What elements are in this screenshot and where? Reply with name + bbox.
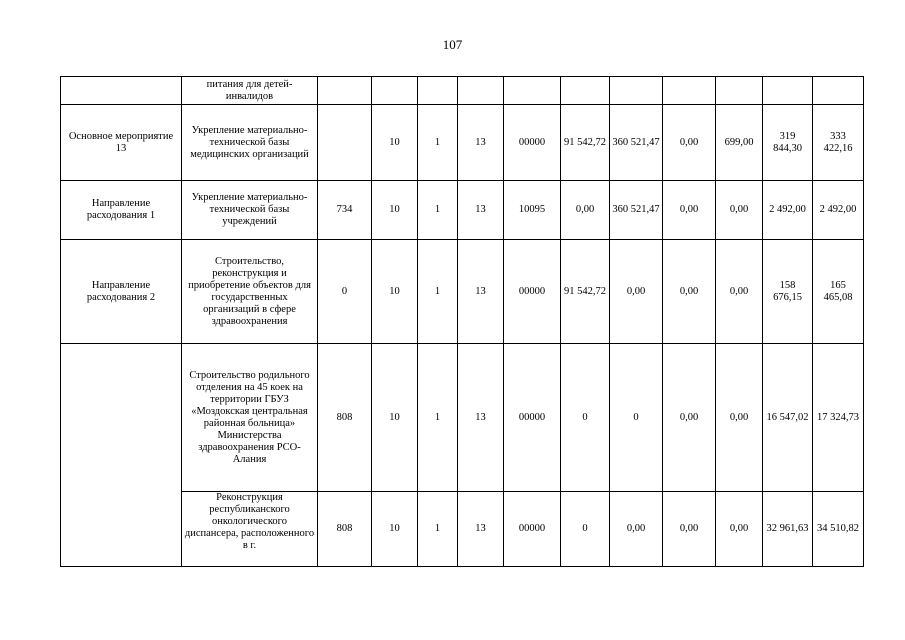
table-row bbox=[61, 77, 864, 105]
value-cell: 00000 bbox=[504, 492, 561, 567]
row-description-cell: питания для детей-инвалидов bbox=[182, 77, 318, 105]
value-cell bbox=[716, 77, 763, 105]
value-cell: 0,00 bbox=[663, 105, 716, 181]
value-cell: 10095 bbox=[504, 181, 561, 240]
value-cell: 13 bbox=[458, 492, 504, 567]
value-cell: 00000 bbox=[504, 240, 561, 344]
value-cell: 16 547,02 bbox=[763, 344, 813, 492]
value-cell: 0,00 bbox=[716, 344, 763, 492]
value-cell: 00000 bbox=[504, 344, 561, 492]
value-cell: 0,00 bbox=[663, 492, 716, 567]
value-cell: 0,00 bbox=[716, 492, 763, 567]
row-name-cell bbox=[61, 77, 182, 105]
row-description-cell: Реконструкция республиканского онкологического диспансера, расположенного в г. bbox=[182, 492, 318, 567]
value-cell bbox=[663, 77, 716, 105]
row-name-cell: Основное мероприятие 13 bbox=[61, 105, 182, 181]
value-cell: 699,00 bbox=[716, 105, 763, 181]
page-number: 107 bbox=[442, 37, 463, 52]
value-cell: 0,00 bbox=[663, 181, 716, 240]
value-cell: 319 844,30 bbox=[763, 105, 813, 181]
value-cell: 808 bbox=[318, 492, 372, 567]
value-cell: 13 bbox=[458, 105, 504, 181]
value-cell: 13 bbox=[458, 181, 504, 240]
value-cell: 1 bbox=[418, 105, 458, 181]
value-cell: 360 521,47 bbox=[610, 181, 663, 240]
value-cell: 0,00 bbox=[663, 240, 716, 344]
value-cell bbox=[458, 77, 504, 105]
value-cell: 0 bbox=[561, 492, 610, 567]
row-name-cell bbox=[61, 344, 182, 567]
table-row bbox=[61, 492, 864, 567]
value-cell bbox=[504, 77, 561, 105]
value-cell bbox=[372, 77, 418, 105]
value-cell: 13 bbox=[458, 240, 504, 344]
row-name-cell: Направление расходования 2 bbox=[61, 240, 182, 344]
value-cell bbox=[763, 77, 813, 105]
value-cell: 1 bbox=[418, 344, 458, 492]
value-cell bbox=[318, 105, 372, 181]
value-cell: 2 492,00 bbox=[763, 181, 813, 240]
value-cell: 91 542,72 bbox=[561, 105, 610, 181]
value-cell bbox=[318, 77, 372, 105]
value-cell: 10 bbox=[372, 344, 418, 492]
value-cell: 32 961,63 bbox=[763, 492, 813, 567]
value-cell: 10 bbox=[372, 105, 418, 181]
value-cell: 10 bbox=[372, 492, 418, 567]
row-description-cell: Укрепление материально-технической базы медицинских организаций bbox=[182, 105, 318, 181]
value-cell: 808 bbox=[318, 344, 372, 492]
value-cell: 17 324,73 bbox=[813, 344, 864, 492]
value-cell: 0,00 bbox=[716, 181, 763, 240]
value-cell: 0,00 bbox=[610, 492, 663, 567]
value-cell: 2 492,00 bbox=[813, 181, 864, 240]
table-row bbox=[61, 181, 864, 240]
value-cell: 1 bbox=[418, 181, 458, 240]
value-cell: 10 bbox=[372, 240, 418, 344]
value-cell: 34 510,82 bbox=[813, 492, 864, 567]
value-cell: 333 422,16 bbox=[813, 105, 864, 181]
value-cell: 0 bbox=[318, 240, 372, 344]
value-cell bbox=[561, 77, 610, 105]
table-row bbox=[61, 344, 864, 492]
value-cell bbox=[418, 77, 458, 105]
value-cell: 0 bbox=[561, 344, 610, 492]
value-cell: 13 bbox=[458, 344, 504, 492]
value-cell: 0,00 bbox=[716, 240, 763, 344]
value-cell bbox=[813, 77, 864, 105]
value-cell: 10 bbox=[372, 181, 418, 240]
value-cell: 0,00 bbox=[610, 240, 663, 344]
value-cell: 0,00 bbox=[663, 344, 716, 492]
row-description-cell: Укрепление материально-технической базы учреждений bbox=[182, 181, 318, 240]
value-cell: 00000 bbox=[504, 105, 561, 181]
value-cell: 0 bbox=[610, 344, 663, 492]
value-cell: 0,00 bbox=[561, 181, 610, 240]
table-row bbox=[61, 105, 864, 181]
value-cell: 165 465,08 bbox=[813, 240, 864, 344]
value-cell: 158 676,15 bbox=[763, 240, 813, 344]
row-description-cell: Строительство, реконструкция и приобретение объектов для государственных организаций в сфере здравоохранения bbox=[182, 240, 318, 344]
row-description-cell: Строительство родильного отделения на 45 коек на территории ГБУЗ «Моздокская центральная районная больница» Министерства здравоохранения РСО-Алания bbox=[182, 344, 318, 492]
table-row bbox=[61, 240, 864, 344]
value-cell: 91 542,72 bbox=[561, 240, 610, 344]
value-cell: 1 bbox=[418, 492, 458, 567]
budget-table bbox=[60, 76, 864, 567]
value-cell: 734 bbox=[318, 181, 372, 240]
value-cell: 1 bbox=[418, 240, 458, 344]
value-cell: 360 521,47 bbox=[610, 105, 663, 181]
row-name-cell: Направление расходования 1 bbox=[61, 181, 182, 240]
value-cell bbox=[610, 77, 663, 105]
